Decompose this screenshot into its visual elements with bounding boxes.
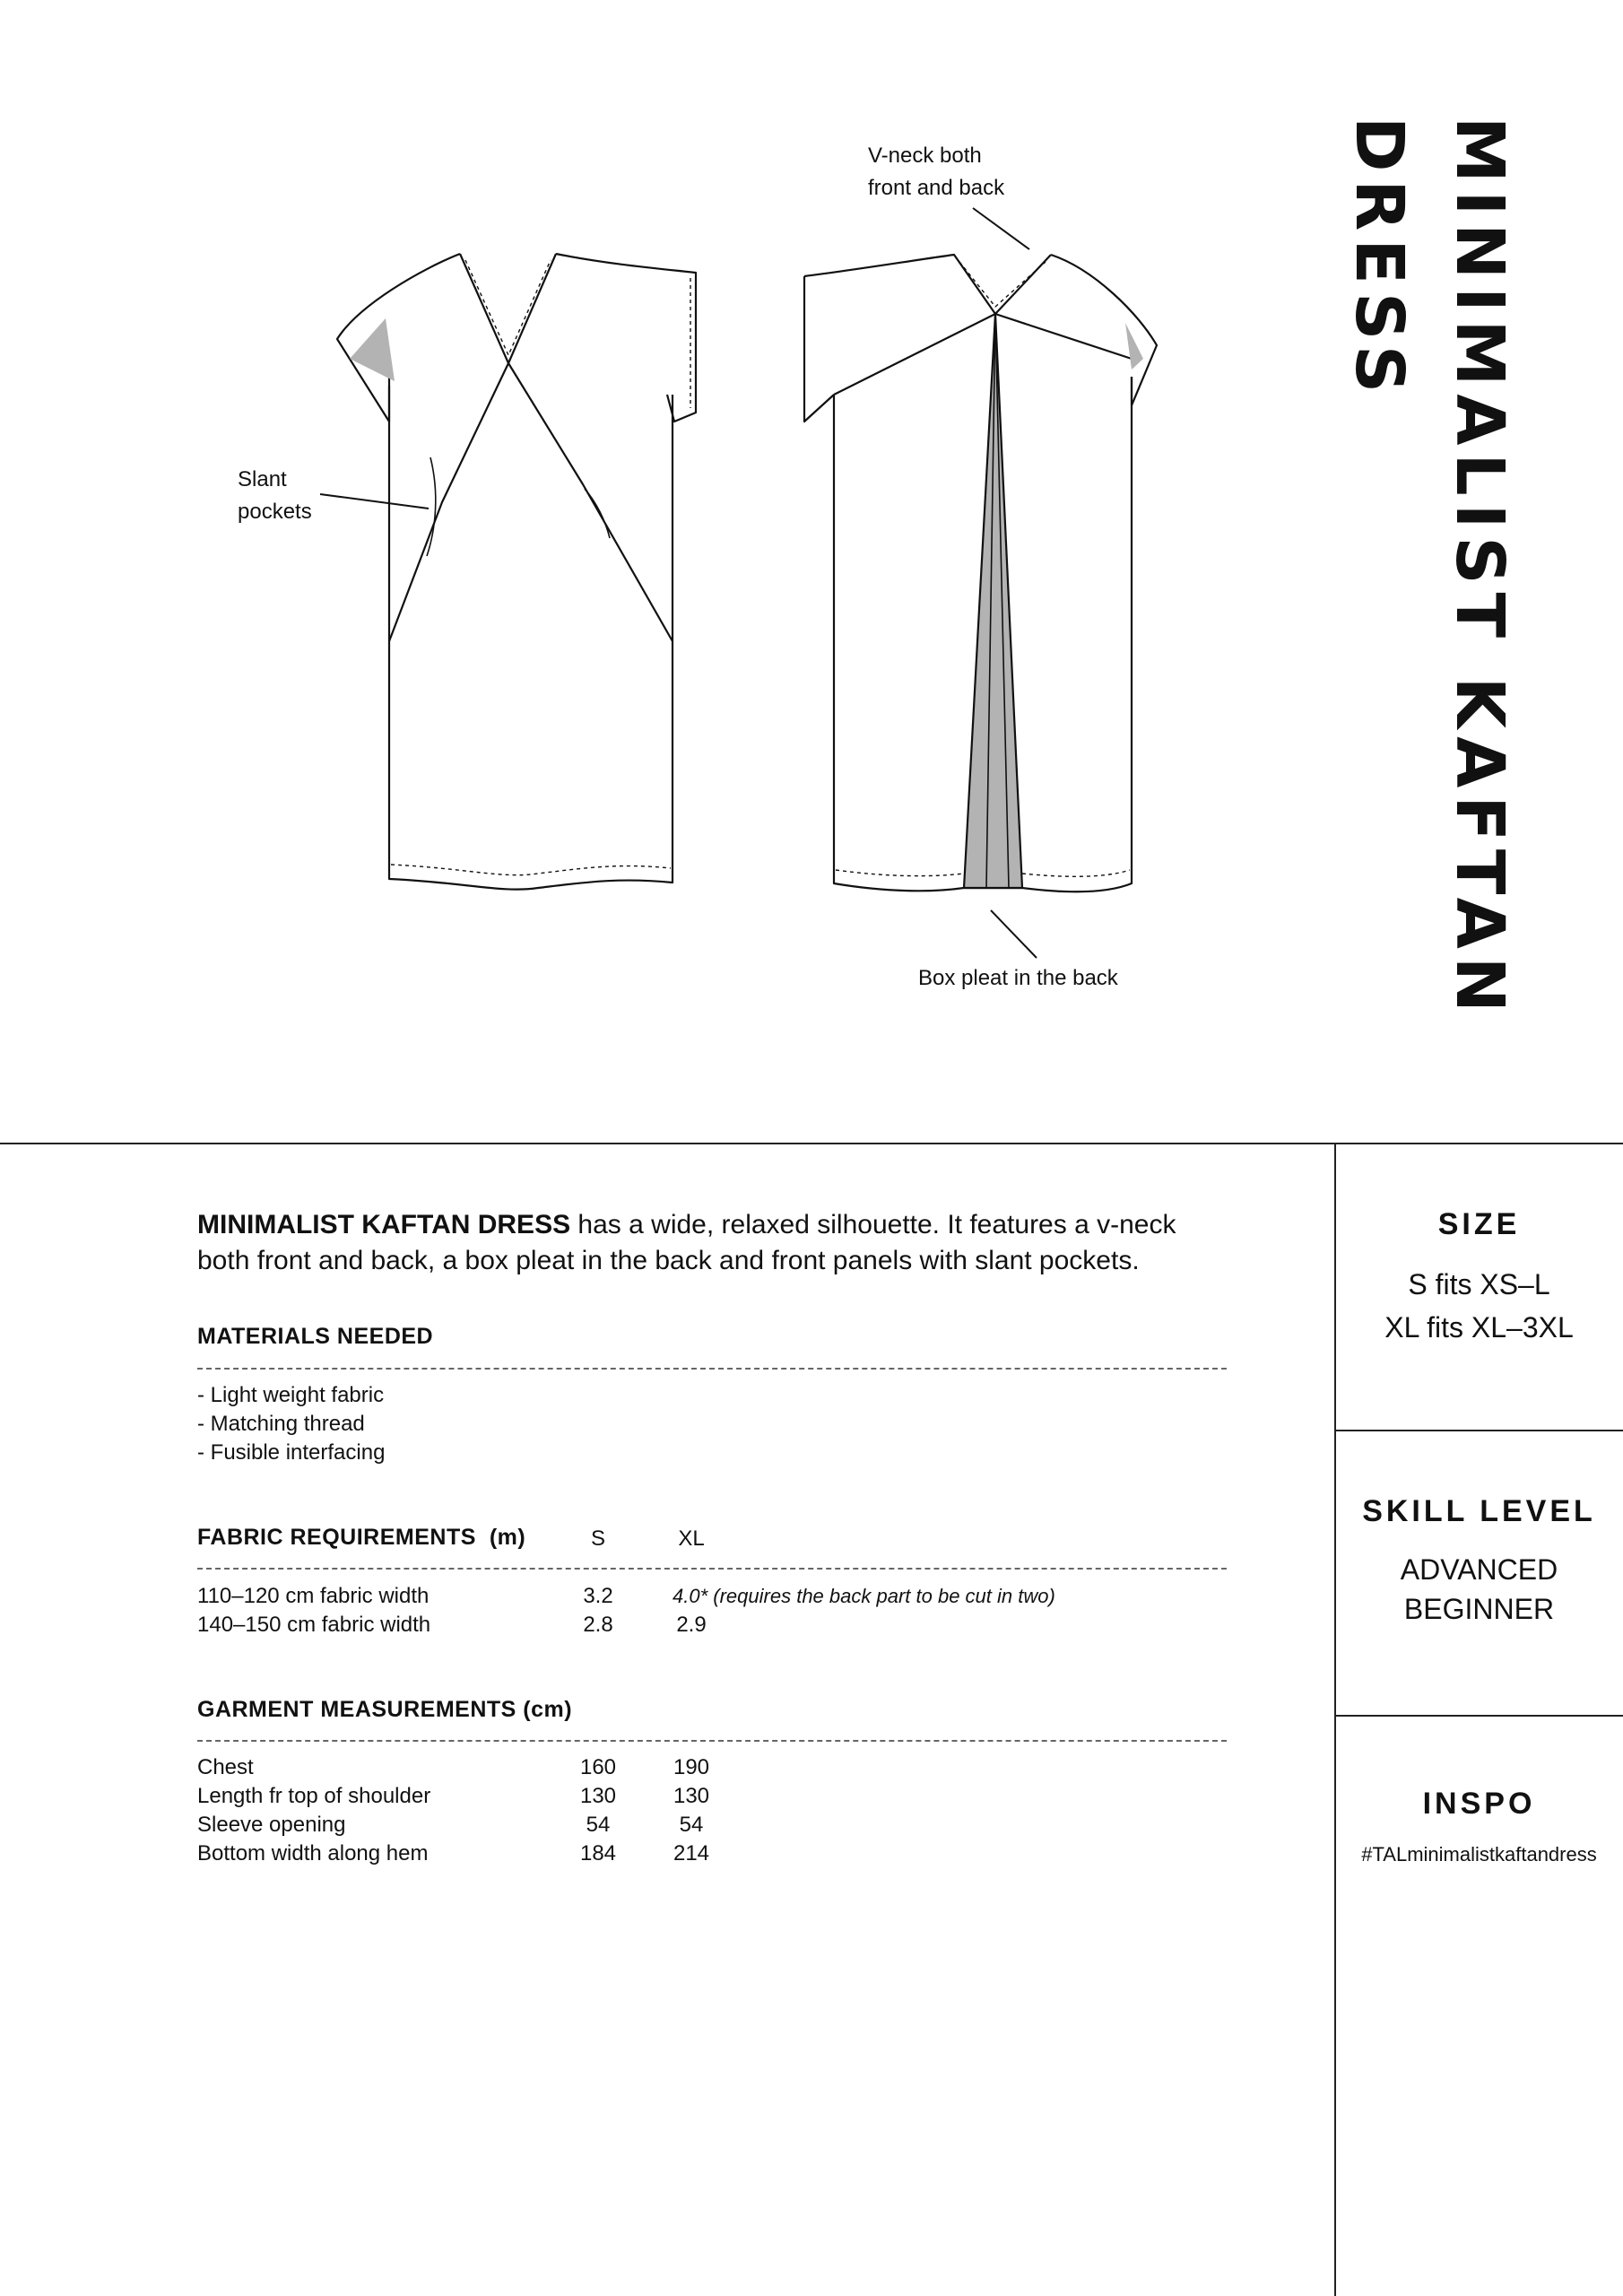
garment-row-xl: 54 [679,1813,704,1837]
intro-line1-text: has a wide, relaxed silhouette. It features a v-neck [570,1210,1176,1239]
page-title [1336,117,1533,1021]
vneck-callout-line2: front and back [868,176,1005,200]
materials-heading: MATERIALS NEEDED [197,1324,434,1349]
fabric-row-xl: 2.9 [676,1613,707,1637]
skill-level-line: BEGINNER [1403,1593,1555,1625]
pockets-leader-line [320,494,429,509]
pleat-leader-line [991,910,1037,958]
garment-row-s: 54 [586,1813,611,1837]
vneck-callout [868,140,1004,204]
fabric-row-s: 3.2 [583,1584,613,1608]
sidebar-separator-2 [1335,1715,1623,1717]
fabric-divider [197,1568,1227,1570]
front-view-dress [337,254,696,890]
pockets-callout-line2: pockets [238,500,312,524]
materials-item: - Matching thread [197,1412,365,1436]
garment-row-s: 160 [579,1755,617,1779]
inspo-hashtag: #TALminimalistkaftandress [1361,1843,1597,1866]
sidebar-separator-1 [1335,1430,1623,1431]
garment-divider [197,1740,1227,1742]
garment-unit: (cm) [523,1697,573,1722]
vneck-callout-line1: V-neck both [868,144,982,168]
fabric-row-xl [673,1582,1055,1611]
title-line-1: MINIMALIST KAFTAN [1441,117,1518,1021]
fabric-row-s: 2.8 [583,1613,613,1637]
vneck-leader-line [973,208,1029,249]
garment-row-xl: 190 [673,1755,710,1779]
materials-list [197,1381,385,1467]
garment-row-xl: 214 [673,1841,710,1866]
garment-row-label: Chest [197,1755,254,1779]
garment-heading [197,1697,572,1723]
fabric-col-s: S [590,1526,605,1551]
materials-item: - Fusible interfacing [197,1440,386,1465]
fabric-heading-text: FABRIC REQUIREMENTS [197,1525,476,1550]
pleat-callout: Box pleat in the back [918,966,1118,990]
garment-heading-text: GARMENT MEASUREMENTS [197,1697,516,1722]
pockets-callout-line1: Slant [238,467,287,491]
fabric-row-label: 110–120 cm fabric width [197,1584,430,1608]
materials-item: - Light weight fabric [197,1383,385,1407]
materials-divider [197,1368,1227,1370]
skill-level-title: SKILL LEVEL [1362,1494,1596,1528]
size-line: S fits XS–L [1408,1268,1550,1300]
size-line: XL fits XL–3XL [1384,1311,1574,1344]
intro-product-name: MINIMALIST KAFTAN DRESS [197,1210,571,1239]
pockets-callout [238,464,312,528]
garment-row-xl: 130 [673,1784,710,1808]
fabric-unit: (m) [489,1525,526,1550]
intro-paragraph [197,1207,1228,1279]
intro-line2-text: both front and back, a box pleat in the back and front panels with slant pockets. [197,1246,1140,1275]
fabric-row-xl-value: 4.0* [673,1585,708,1607]
fabric-row-label: 140–150 cm fabric width [197,1613,431,1637]
fabric-row-note: (requires the back part to be cut in two) [713,1585,1055,1607]
title-line-2: DRESS [1341,117,1418,402]
inspo-title: INSPO [1422,1787,1536,1821]
fabric-heading [197,1525,525,1551]
garment-row-label: Bottom width along hem [197,1841,429,1866]
skill-level-line: ADVANCED [1400,1553,1558,1586]
size-title: SIZE [1437,1207,1521,1241]
garment-row-label: Sleeve opening [197,1813,346,1837]
garment-row-s: 184 [579,1841,617,1866]
back-view-dress [804,255,1157,891]
garment-row-label: Length fr top of shoulder [197,1784,431,1808]
garment-row-s: 130 [579,1784,617,1808]
fabric-col-xl: XL [678,1526,705,1551]
section-divider [0,1143,1623,1144]
